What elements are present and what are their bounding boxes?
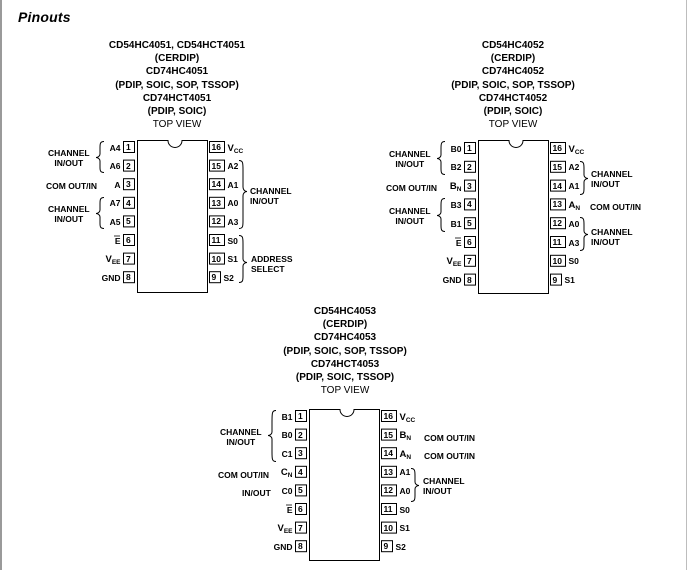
- chip-header-line: (CERDIP): [154, 53, 200, 65]
- pin-name: $A_N$: [568, 199, 581, 212]
- label-4052-com-outin-right: COM OUT/IN: [590, 202, 641, 212]
- chip-header-line: CD54HC4052: [481, 40, 545, 51]
- pin-number: 15: [383, 429, 393, 440]
- label-4052-com-outin: COM OUT/IN: [386, 183, 437, 193]
- brace-4053-right: [411, 469, 419, 502]
- brace-4052-left-top: [437, 142, 445, 175]
- pin-number: 12: [552, 218, 562, 229]
- label-4053-com-outin-left: COM OUT/IN: [218, 470, 269, 480]
- pin-number: 8: [126, 272, 131, 283]
- brace-4052-left-bottom: [437, 199, 445, 232]
- pin-number: 2: [467, 161, 472, 172]
- label-4051-channel-inout-b: CHANNEL IN/OUT: [48, 204, 90, 224]
- label-4052-channel-inout-a: CHANNEL IN/OUT: [389, 149, 431, 169]
- brace-4051-right-address: [239, 236, 247, 283]
- pin-name: S0: [568, 256, 579, 267]
- chip-4052-body: [479, 141, 549, 294]
- pin-number: 5: [126, 216, 131, 227]
- chip-header-line: CD74HC4051: [145, 66, 209, 78]
- chip-header-line: (PDIP, SOIC, SOP, TSSOP): [283, 345, 407, 357]
- brace-4053-left: [268, 411, 276, 462]
- pin-name: A0: [227, 198, 239, 209]
- page-title: Pinouts: [18, 9, 71, 25]
- top-view-label: TOP VIEW: [152, 119, 202, 131]
- pin-name: E: [286, 504, 293, 515]
- chip-header-line: (PDIP, SOIC): [147, 106, 207, 118]
- pin-number: 6: [467, 237, 472, 247]
- pin-name: $A_N$: [399, 448, 412, 461]
- pin-number: 9: [211, 272, 217, 283]
- pin-number: 11: [552, 237, 562, 247]
- pin-name: B2: [450, 162, 462, 173]
- pin-name: A2: [227, 161, 239, 172]
- pin-name: A1: [227, 179, 239, 190]
- pin-number: 12: [211, 216, 221, 227]
- pin-number: 10: [211, 253, 221, 264]
- pin-name: S2: [223, 272, 234, 283]
- pin-name: A1: [568, 181, 580, 192]
- label-4052-channel-inout-right-a: CHANNEL IN/OUT: [591, 169, 633, 189]
- pin-name: GND: [442, 275, 462, 286]
- pin-number: 3: [126, 179, 131, 190]
- pin-number: 4: [298, 466, 303, 477]
- chip-header-line: CD74HC4052: [481, 66, 545, 78]
- pin-number: 2: [298, 429, 303, 440]
- pin-number: 5: [298, 485, 303, 496]
- label-4051-channel-inout-a: CHANNEL IN/OUT: [48, 148, 90, 168]
- pin-name: $V_{CC}$: [227, 142, 244, 155]
- pin-name: $B_N$: [449, 181, 462, 194]
- pin-number: 9: [552, 274, 558, 285]
- pin-name: $V_{CC}$: [399, 411, 416, 424]
- label-4051-channel-inout-right: CHANNEL IN/OUT: [250, 186, 292, 206]
- chip-header-line: (PDIP, SOIC, TSSOP): [295, 372, 395, 384]
- pin-name: B0: [450, 143, 462, 154]
- pin-number: 2: [126, 160, 131, 171]
- chip-header-line: CD74HC4053: [313, 332, 377, 344]
- pin-number: 7: [126, 253, 131, 264]
- label-4053-channel-inout: CHANNEL IN/OUT: [220, 427, 262, 447]
- pin-number: 11: [211, 235, 221, 245]
- pin-name: A: [114, 179, 121, 190]
- brace-4051-left-bottom: [96, 198, 104, 229]
- chip-header-line: (PDIP, SOIC): [483, 106, 543, 118]
- chip-header-line: (CERDIP): [490, 53, 536, 65]
- pin-name: E: [114, 235, 121, 246]
- pin-name: S1: [564, 275, 575, 286]
- label-4053-inout-left: IN/OUT: [242, 488, 271, 498]
- pin-number: 13: [211, 197, 221, 208]
- pin-number: 4: [126, 197, 131, 208]
- pin-name: $V_{EE}$: [105, 254, 121, 267]
- chip-4051-body: [138, 141, 208, 293]
- chip-header-line: CD54HC4053: [313, 306, 377, 317]
- label-4051-address-select: ADDRESS SELECT: [251, 254, 293, 274]
- top-view-label: TOP VIEW: [488, 119, 538, 131]
- pin-name: $V_{EE}$: [277, 523, 293, 536]
- label-4053-an-com-outin: COM OUT/IN: [424, 451, 475, 461]
- pin-name: E: [455, 237, 462, 248]
- chip-header-line: CD74HCT4051: [142, 92, 212, 104]
- chip-header-line: (CERDIP): [322, 319, 368, 331]
- pin-number: 12: [383, 485, 393, 496]
- pin-name: GND: [101, 272, 121, 283]
- chip-header-line: CD54HC4051, CD54HCT4051: [108, 40, 246, 51]
- pin-number: 9: [383, 541, 389, 552]
- pin-name: A2: [568, 162, 580, 173]
- chip-header-line: (PDIP, SOIC, SOP, TSSOP): [451, 79, 575, 91]
- pin-number: 15: [552, 161, 562, 172]
- brace-4051-right-channel: [239, 161, 247, 229]
- brace-4052-right-bottom: [580, 218, 588, 251]
- pin-name: B3: [450, 199, 462, 210]
- pin-number: 5: [467, 218, 472, 229]
- pin-number: 11: [383, 504, 393, 514]
- pin-number: 13: [552, 199, 562, 210]
- pin-name: C1: [281, 448, 293, 459]
- pin-number: 6: [126, 235, 131, 245]
- pin-name: $C_N$: [280, 467, 293, 480]
- pin-number: 15: [211, 160, 221, 171]
- label-4052-channel-inout-b: CHANNEL IN/OUT: [389, 206, 431, 226]
- pin-number: 7: [298, 522, 303, 533]
- chip-header-line: CD74HCT4053: [310, 358, 380, 370]
- pin-name: S0: [399, 504, 410, 515]
- pin-name: S1: [399, 523, 410, 534]
- pin-name: B1: [281, 411, 293, 422]
- pin-number: 6: [298, 504, 303, 514]
- pin-name: A0: [399, 485, 411, 496]
- pin-name: B0: [281, 430, 293, 441]
- pin-number: 14: [211, 179, 221, 190]
- pin-number: 1: [467, 143, 472, 153]
- pin-number: 13: [383, 466, 393, 477]
- top-view-label: TOP VIEW: [320, 385, 370, 397]
- pin-name: A1: [399, 467, 411, 478]
- pin-name: S2: [395, 541, 406, 552]
- pin-name: A6: [109, 161, 121, 172]
- pin-name: A4: [109, 142, 121, 153]
- pin-name: A7: [109, 198, 121, 209]
- pin-name: $V_{EE}$: [446, 256, 462, 269]
- pin-number: 8: [298, 541, 303, 552]
- chip-header-line: CD74HCT4052: [478, 92, 548, 104]
- brace-4051-left-top: [96, 142, 104, 173]
- chip-4053-body: [310, 410, 380, 561]
- pin-name: S1: [227, 254, 238, 265]
- pin-number: 3: [298, 448, 303, 459]
- pin-name: $V_{CC}$: [568, 143, 585, 156]
- pin-name: A5: [109, 216, 121, 227]
- pin-name: A0: [568, 218, 580, 229]
- pin-number: 16: [552, 143, 562, 153]
- label-4051-com-outin: COM OUT/IN: [46, 181, 97, 191]
- brace-4052-right-top: [580, 162, 588, 195]
- pin-number: 10: [383, 522, 393, 533]
- label-4053-bn-com-outin: COM OUT/IN: [424, 433, 475, 443]
- pin-name: B1: [450, 218, 462, 229]
- pin-name: $B_N$: [399, 430, 412, 443]
- pin-name: S0: [227, 235, 238, 246]
- pin-number: 4: [467, 199, 472, 210]
- pin-name: GND: [273, 541, 293, 552]
- pin-name: A3: [568, 237, 580, 248]
- label-4052-channel-inout-right-b: CHANNEL IN/OUT: [591, 227, 633, 247]
- pin-number: 14: [383, 448, 393, 459]
- pin-name: A3: [227, 216, 239, 227]
- pin-number: 8: [467, 274, 472, 285]
- pin-number: 7: [467, 255, 472, 266]
- pin-number: 3: [467, 180, 472, 191]
- pin-number: 1: [126, 142, 131, 152]
- pin-name: C0: [281, 485, 293, 496]
- pin-number: 16: [211, 142, 221, 152]
- pin-number: 1: [298, 411, 303, 421]
- pin-number: 16: [383, 411, 393, 421]
- pin-number: 10: [552, 255, 562, 266]
- chip-header-line: (PDIP, SOIC, SOP, TSSOP): [115, 79, 239, 91]
- brace-group: [96, 142, 588, 502]
- pin-number: 14: [552, 180, 562, 191]
- label-4053-channel-inout-right: CHANNEL IN/OUT: [423, 476, 465, 496]
